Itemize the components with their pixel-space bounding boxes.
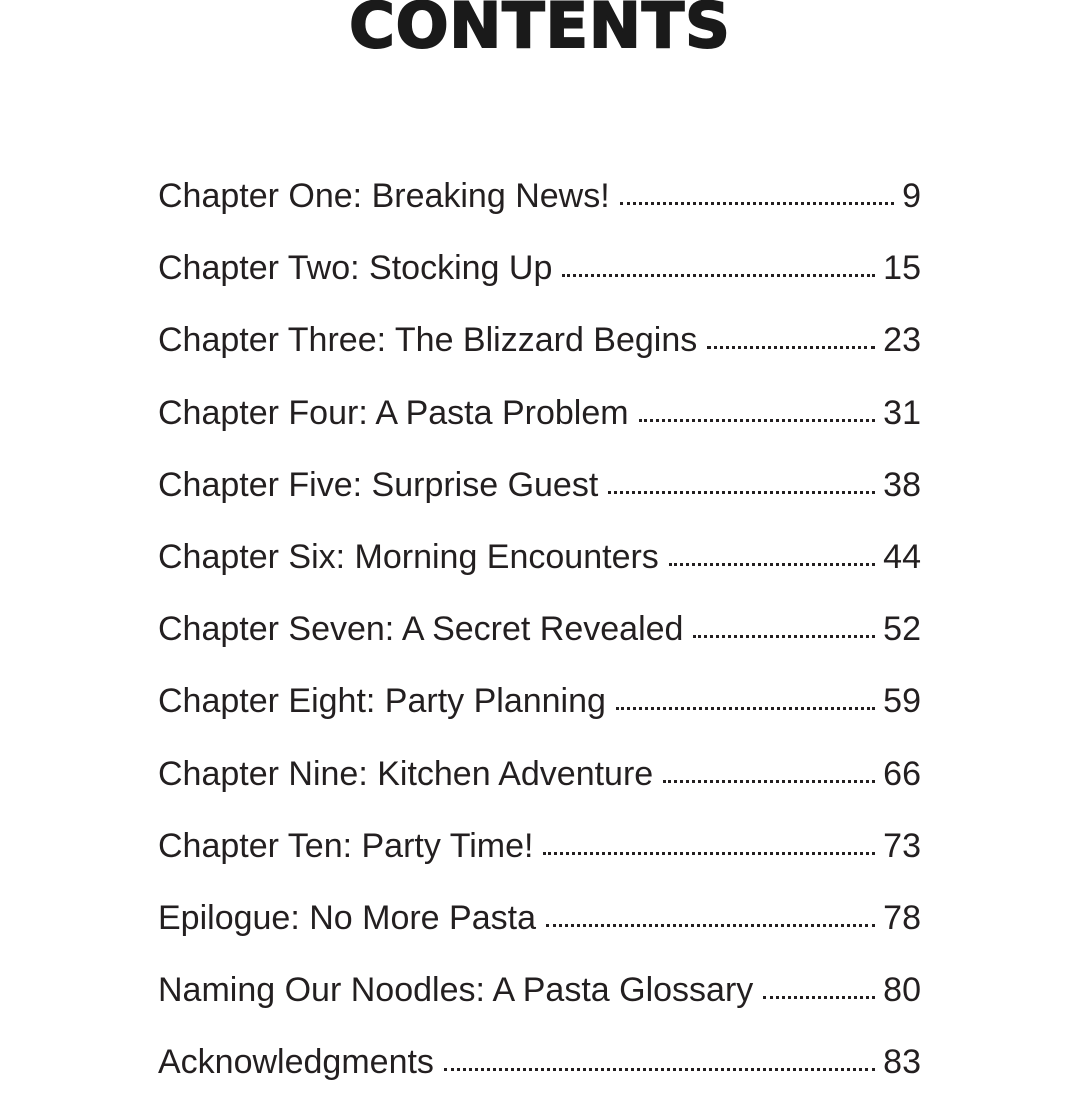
toc-entry-13[interactable] <box>158 1026 921 1098</box>
toc-entry-page: 59 <box>883 682 921 721</box>
toc-entry-page: 83 <box>883 1043 921 1082</box>
toc-entry-page: 78 <box>883 898 921 937</box>
toc-entry-title: Acknowledgments <box>158 1043 434 1082</box>
toc-entry-page: 66 <box>883 754 921 793</box>
toc-entry-title: Chapter Ten: Party Time! <box>158 826 534 865</box>
toc-entry-5[interactable] <box>158 449 921 521</box>
dot-leader <box>763 996 875 999</box>
toc-entry-title: Chapter Seven: A Secret Revealed <box>158 610 684 649</box>
toc-entry-title: Chapter Four: A Pasta Problem <box>158 393 629 432</box>
page-title: CONTENTS <box>349 0 731 62</box>
toc-entry-page: 73 <box>883 826 921 865</box>
toc-entry-page: 31 <box>883 393 921 432</box>
toc-entry-1[interactable] <box>158 160 921 232</box>
dot-leader <box>543 852 875 855</box>
dot-leader <box>616 707 875 710</box>
toc-entry-9[interactable] <box>158 738 921 810</box>
toc-entry-page: 15 <box>883 249 921 288</box>
dot-leader <box>707 346 875 349</box>
toc-entry-7[interactable] <box>158 593 921 665</box>
dot-leader <box>546 924 875 927</box>
toc-entry-4[interactable] <box>158 377 921 449</box>
table-of-contents <box>158 160 921 1098</box>
toc-entry-page: 80 <box>883 971 921 1010</box>
dot-leader <box>444 1068 875 1071</box>
dot-leader <box>639 419 876 422</box>
dot-leader <box>663 780 875 783</box>
toc-entry-page: 9 <box>902 177 921 215</box>
toc-entry-title: Chapter One: Breaking News! <box>158 177 610 215</box>
dot-leader <box>620 202 894 205</box>
toc-entry-title: Chapter Six: Morning Encounters <box>158 537 659 576</box>
toc-entry-title: Naming Our Noodles: A Pasta Glossary <box>158 971 754 1010</box>
toc-entry-title: Chapter Nine: Kitchen Adventure <box>158 754 654 793</box>
toc-entry-10[interactable] <box>158 810 921 882</box>
dot-leader <box>693 635 875 638</box>
toc-entry-12[interactable] <box>158 954 921 1026</box>
dot-leader <box>562 274 875 277</box>
toc-entry-title: Chapter Eight: Party Planning <box>158 682 606 721</box>
toc-entry-page: 44 <box>883 537 921 576</box>
toc-entry-title: Epilogue: No More Pasta <box>158 898 536 937</box>
toc-entry-title: Chapter Two: Stocking Up <box>158 249 553 288</box>
toc-entry-page: 52 <box>883 610 921 649</box>
toc-entry-title: Chapter Three: The Blizzard Begins <box>158 321 698 360</box>
toc-entry-title: Chapter Five: Surprise Guest <box>158 465 599 504</box>
dot-leader <box>608 491 875 494</box>
toc-entry-page: 23 <box>883 321 921 360</box>
toc-entry-2[interactable] <box>158 232 921 304</box>
toc-entry-page: 38 <box>883 465 921 504</box>
toc-entry-11[interactable] <box>158 882 921 954</box>
toc-entry-3[interactable] <box>158 304 921 376</box>
toc-entry-8[interactable] <box>158 665 921 737</box>
toc-entry-6[interactable] <box>158 521 921 593</box>
dot-leader <box>669 563 875 566</box>
